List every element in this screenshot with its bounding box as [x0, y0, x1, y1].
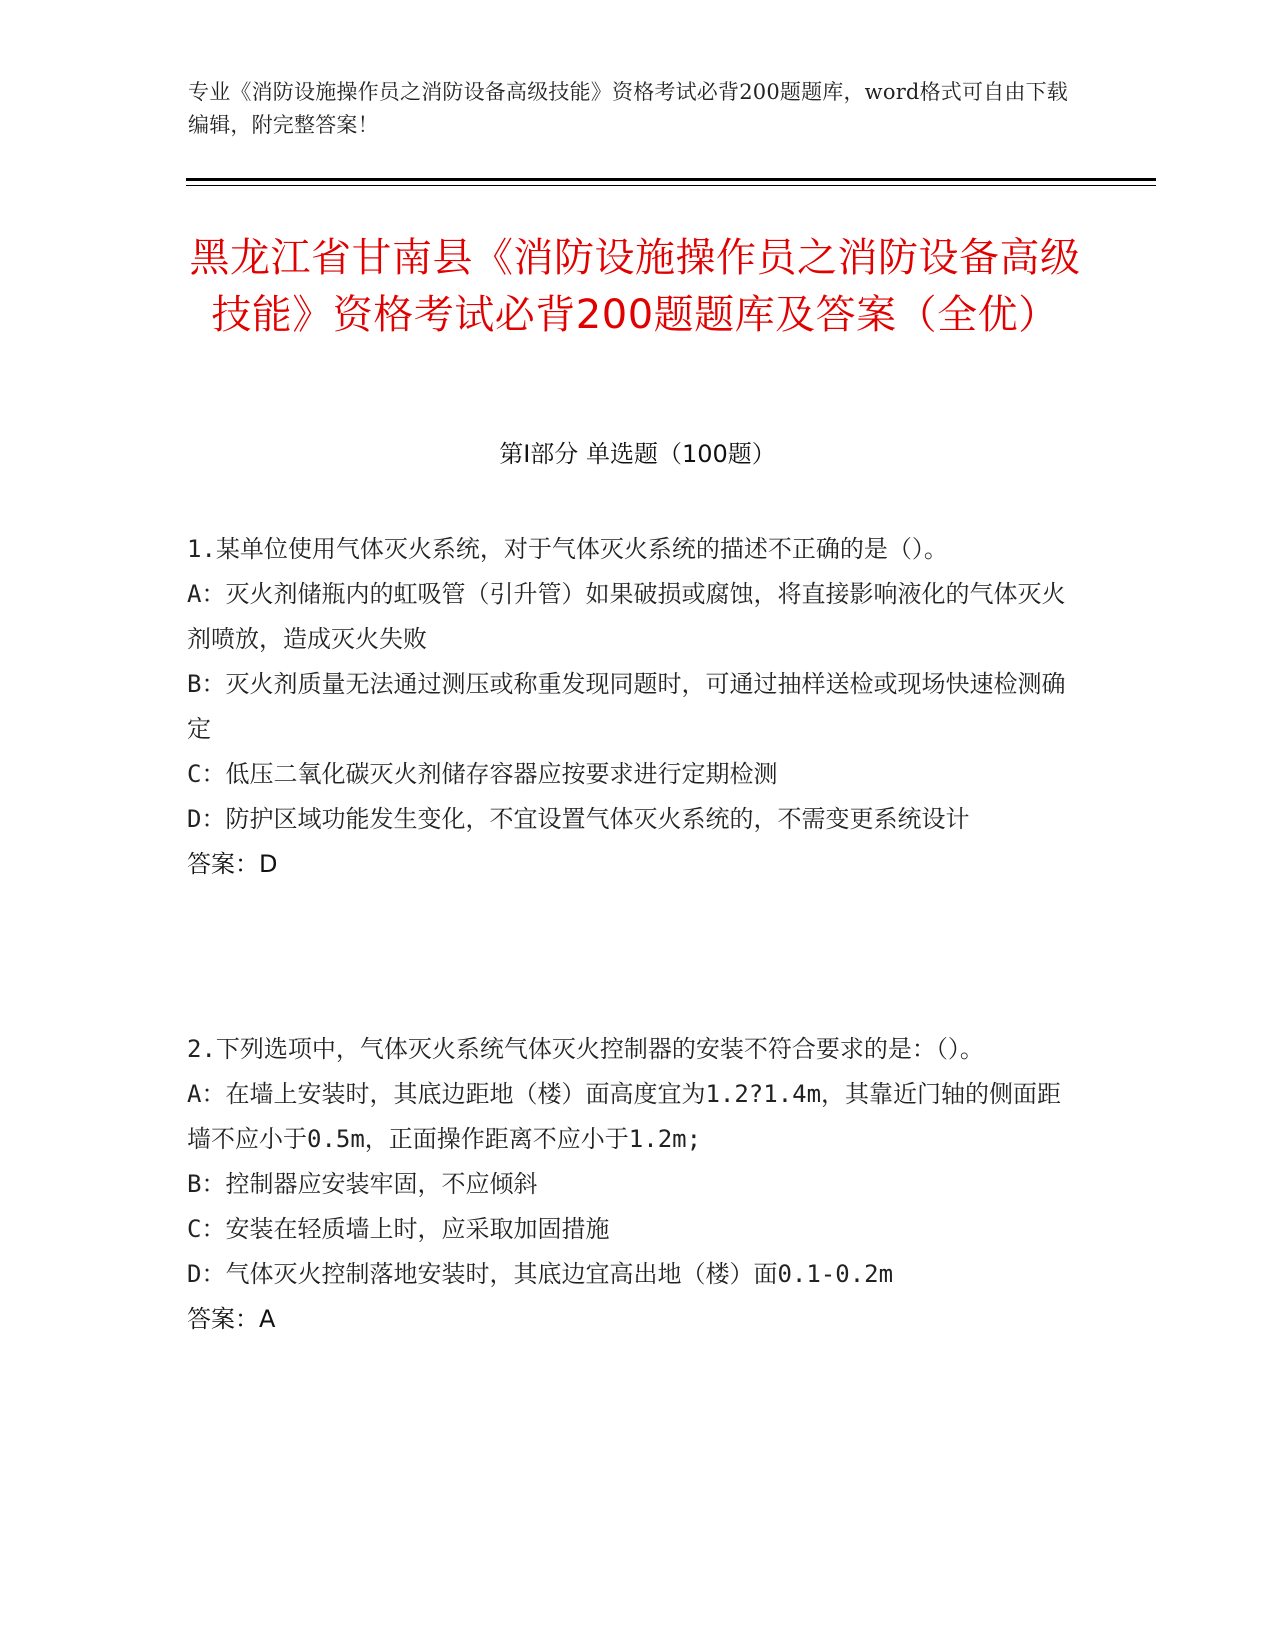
question-block — [187, 1027, 1082, 1342]
section-title: 第I部分 单选题（100题） — [499, 440, 776, 468]
option-a: A：在墙上安装时，其底边距地（楼）面高度宜为1.2?1.4m，其靠近门轴的侧面距墙不应小于0.5m，正面操作距离不应小于1.2m; — [187, 1080, 1062, 1153]
document-title: 黑龙江省甘南县《消防设施操作员之消防设备高级技能》资格考试必背200题题库及答案（全优） — [189, 235, 1081, 338]
header-divider-thick — [186, 178, 1156, 181]
option-d: D：防护区域功能发生变化，不宜设置气体灭火系统的，不需变更系统设计 — [187, 805, 970, 833]
answer-text: 答案：A — [187, 1305, 276, 1333]
answer-text: 答案：D — [187, 850, 278, 878]
question-text: 1.某单位使用气体灭火系统，对于气体灭火系统的描述不正确的是（）。 — [187, 535, 948, 563]
option-c: C：安装在轻质墙上时，应采取加固措施 — [187, 1215, 610, 1243]
option-d: D：气体灭火控制落地安装时，其底边宜高出地（楼）面0.1-0.2m — [187, 1260, 894, 1288]
header-note: 专业《消防设施操作员之消防设备高级技能》资格考试必背200题题库，word格式可自由下载编辑，附完整答案！ — [188, 80, 1068, 137]
option-a: A：灭火剂储瓶内的虹吸管（引升管）如果破损或腐蚀，将直接影响液化的气体灭火剂喷放，造成灭火失败 — [187, 580, 1066, 653]
option-b: B：灭火剂质量无法通过测压或称重发现同题时，可通过抽样送检或现场快速检测确定 — [187, 670, 1066, 743]
question-text: 2.下列选项中，气体灭火系统气体灭火控制器的安装不符合要求的是：（）。 — [187, 1035, 984, 1063]
option-c: C：低压二氧化碳灭火剂储存容器应按要求进行定期检测 — [187, 760, 778, 788]
option-b: B：控制器应安装牢固，不应倾斜 — [187, 1170, 538, 1198]
question-block — [187, 527, 1082, 887]
header-divider-thin — [186, 185, 1156, 186]
